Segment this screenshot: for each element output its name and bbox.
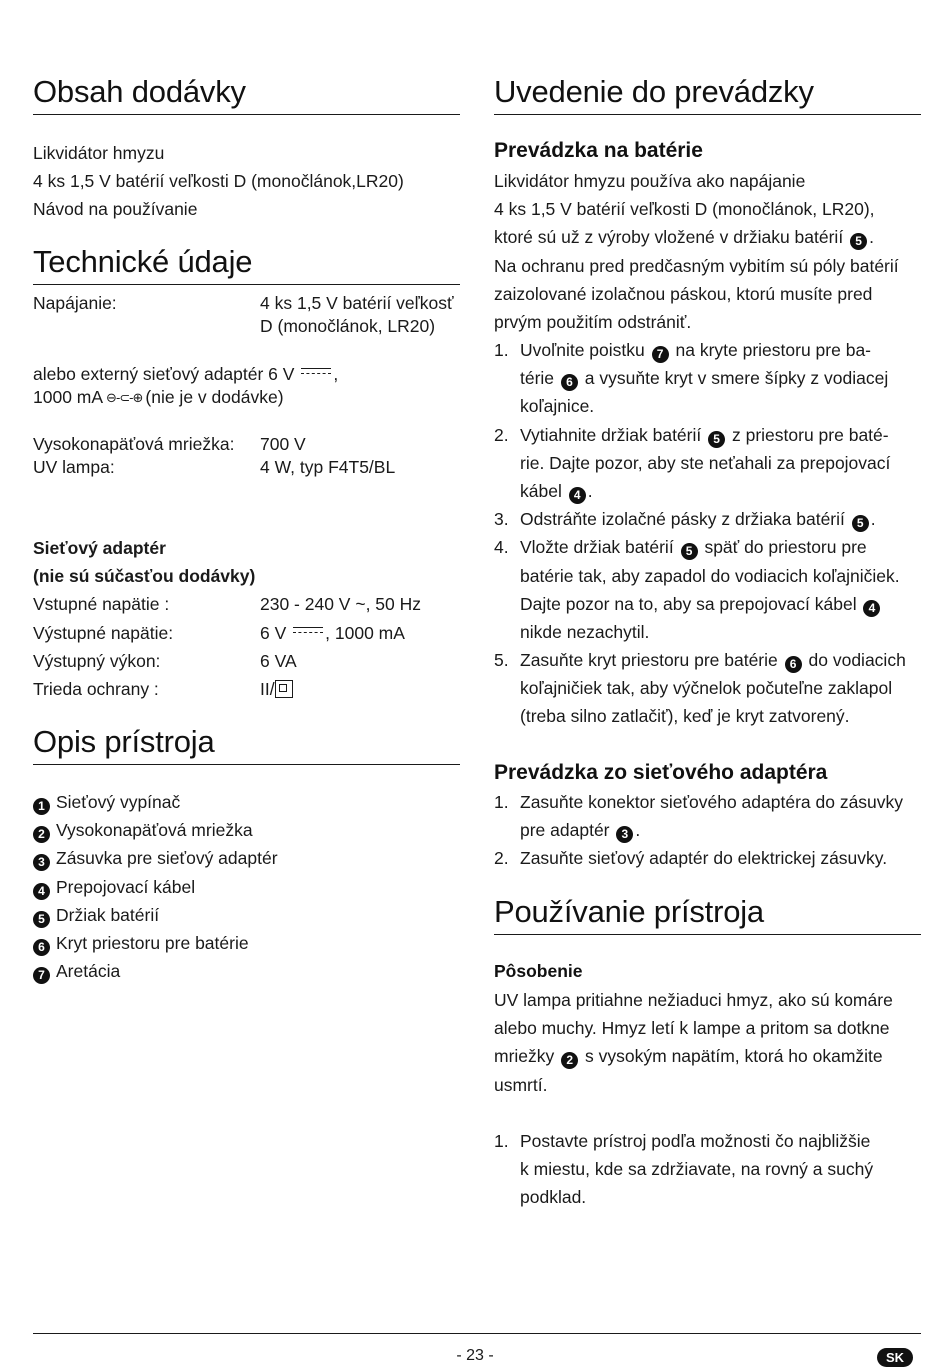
number-badge-icon: 5 xyxy=(708,431,725,448)
tech-grid-uv xyxy=(33,433,460,479)
number-badge-icon: 2 xyxy=(561,1052,578,1069)
scope-item: 4 ks 1,5 V batérií veľkosti D (monočlánok,LR20) xyxy=(33,171,404,192)
parts-heading: Opis prístroja xyxy=(33,723,460,765)
tech-adapter-note: alebo externý sieťový adaptér 6 V , 1000 mA ⊖-⊂-⊕ (nie je v dodávke) xyxy=(33,364,339,407)
output-value: 6 V , 1000 mA xyxy=(260,622,405,643)
number-badge-icon: 5 xyxy=(33,911,50,928)
grid-label: Vysokonapäťová mriežka: xyxy=(33,434,235,454)
protection-class-icon xyxy=(275,680,293,698)
mains-heading: Prevádzka zo sieťového adaptéra xyxy=(494,761,828,784)
list-item: 2. Vytiahnite držiak batérií 5 z priestoru pre baté- rie. Dajte pozor, aby ste neťahali za prepojovací kábel 4 . xyxy=(494,424,891,502)
footer-divider xyxy=(33,1333,921,1334)
polarity-icon: ⊖-⊂-⊕ xyxy=(106,390,143,405)
language-badge: SK xyxy=(877,1348,913,1367)
power-label: Napájanie: xyxy=(33,293,117,313)
list-item: 1. Postavte prístroj podľa možnosti čo najbližšie k miestu, kde sa zdržiavate, na rovný a suchý podklad. xyxy=(494,1131,874,1208)
list-item: 3 Zásuvka pre sieťový adaptér xyxy=(33,844,460,872)
number-badge-icon: 4 xyxy=(33,883,50,900)
number-badge-icon: 1 xyxy=(33,798,50,815)
number-badge-icon: 6 xyxy=(33,939,50,956)
power-out-label: Výstupný výkon: xyxy=(33,650,161,671)
class-label: Trieda ochrany : xyxy=(33,678,159,699)
number-badge-icon: 5 xyxy=(850,233,867,250)
number-badge-icon: 4 xyxy=(569,487,586,504)
mains-steps xyxy=(494,788,921,873)
adapter-specs xyxy=(33,534,460,703)
list-item: 1 Sieťový vypínač xyxy=(33,788,460,816)
startup-heading: Uvedenie do prevádzky xyxy=(494,73,921,115)
output-label: Výstupné napätie: xyxy=(33,622,174,643)
battery-heading: Prevádzka na batérie xyxy=(494,139,703,162)
dc-symbol-icon xyxy=(293,627,323,640)
power-out-value: 6 VA xyxy=(260,650,297,671)
usage-steps xyxy=(494,1127,921,1212)
uv-label: UV lampa: xyxy=(33,457,115,477)
number-badge-icon: 4 xyxy=(863,600,880,617)
power-value: 4 ks 1,5 V batérií veľkosť xyxy=(260,293,454,313)
input-value: 230 - 240 V ~, 50 Hz xyxy=(260,594,422,615)
usage-subheading: Pôsobenie xyxy=(494,961,583,981)
parts-list xyxy=(33,788,460,985)
number-badge-icon: 5 xyxy=(681,543,698,560)
input-label: Vstupné napätie : xyxy=(33,594,170,615)
number-badge-icon: 2 xyxy=(33,826,50,843)
list-item: 2 Vysokonapäťová mriežka xyxy=(33,816,460,844)
number-badge-icon: 7 xyxy=(652,346,669,363)
list-item: 1. Uvoľnite poistku 7 na kryte priestoru pre ba- térie 6 a vysuňte kryt v smere šípky z vodiacej koľajnice. xyxy=(494,340,889,417)
list-item: 7 Aretácia xyxy=(33,957,460,985)
number-badge-icon: 6 xyxy=(785,656,802,673)
scope-list xyxy=(33,139,460,224)
grid-value: 700 V xyxy=(260,434,306,454)
number-badge-icon: 7 xyxy=(33,967,50,984)
class-value: II/ xyxy=(260,675,293,703)
list-item: 5 Držiak batérií xyxy=(33,901,460,929)
battery-intro: Likvidátor hmyzu používa ako napájanie 4 ks 1,5 V batérií veľkosti D (monočlánok, LR20), ktoré sú už z výroby vložené v držiaku batérií 5 . Na ochranu pred predčasným vybitím sú póly batérií zaizolované izolačnou páskou, ktorú musíte pred prvým použitím odstrániť. xyxy=(494,171,899,332)
list-item: 1. Zasuňte konektor sieťového adaptéra do zásuvky pre adaptér 3 . xyxy=(494,792,904,842)
power-value-cont: D (monočlánok, LR20) xyxy=(260,316,436,336)
list-item: 4 Prepojovací kábel xyxy=(33,873,460,901)
number-badge-icon: 3 xyxy=(616,826,633,843)
usage-text: UV lampa pritiahne nežiaduci hmyz, ako sú komáre alebo muchy. Hmyz letí k lampe a pritom sa dotkne mriežky 2 s vysokým napätím, ktorá ho okamžite usmrtí. xyxy=(494,990,893,1095)
page-number: - 23 - xyxy=(456,1347,494,1364)
number-badge-icon: 6 xyxy=(561,374,578,391)
usage-heading: Používanie prístroja xyxy=(494,893,921,935)
list-item: 3. Odstráňte izolačné pásky z držiaka batérií 5 . xyxy=(494,509,876,531)
dc-symbol-icon xyxy=(301,368,331,381)
list-item: 2. Zasuňte sieťový adaptér do elektrickej zásuvky. xyxy=(494,848,888,869)
scope-item: Likvidátor hmyzu xyxy=(33,143,165,163)
tech-heading: Technické údaje xyxy=(33,243,460,285)
list-item: 5. Zasuňte kryt priestoru pre batérie 6 do vodiacich koľajničiek tak, aby výčnelok počuteľne zaklapol (treba silno zatlačiť), keď je kryt zatvorený. xyxy=(494,650,906,727)
list-item: 4. Vložte držiak batérií 5 späť do priestoru pre batérie tak, aby zapadol do vodiacich koľajničiek. Dajte pozor na to, aby sa prepojovací kábel 4 nikde nezachytil. xyxy=(494,537,900,642)
adapter-heading: Sieťový adaptér xyxy=(33,538,166,558)
list-item: 6 Kryt priestoru pre batérie xyxy=(33,929,460,957)
number-badge-icon: 5 xyxy=(852,515,869,532)
battery-steps xyxy=(494,336,921,731)
scope-item: Návod na používanie xyxy=(33,199,198,220)
number-badge-icon: 3 xyxy=(33,854,50,871)
adapter-heading-note: (nie sú súčasťou dodávky) xyxy=(33,566,256,587)
tech-power xyxy=(33,292,460,338)
uv-value: 4 W, typ F4T5/BL xyxy=(260,457,396,477)
scope-heading: Obsah dodávky xyxy=(33,73,460,115)
